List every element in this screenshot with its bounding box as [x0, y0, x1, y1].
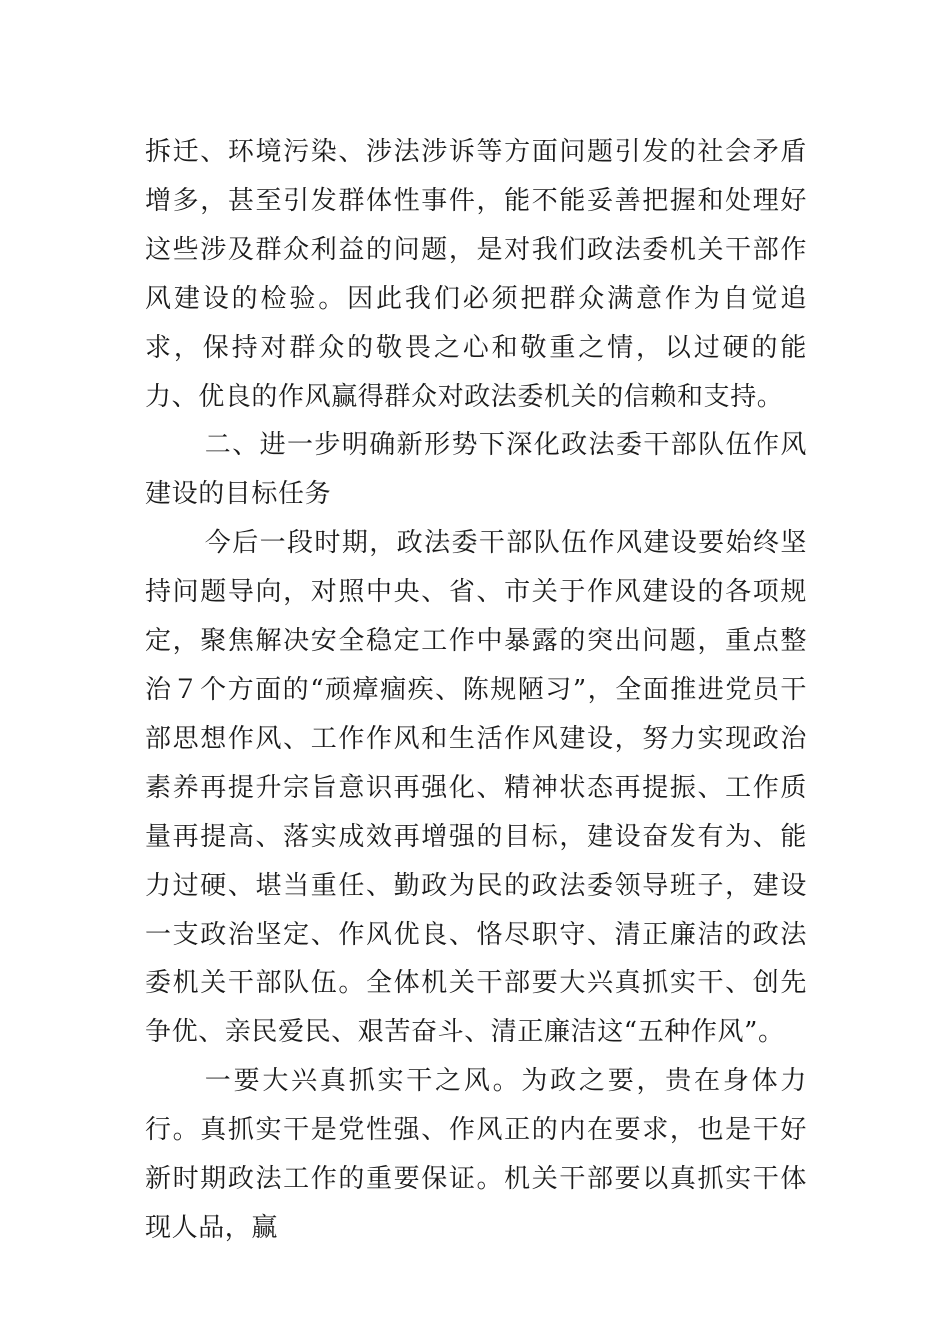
paragraph-continuation: 拆迁、环境污染、涉法涉诉等方面问题引发的社会矛盾增多，甚至引发群体性事件，能不能妥善把握和处理好这些涉及群众利益的问题，是对我们政法委机关干部作风建设的检验。因此我们必须把群众满意作为自觉追求，保持对群众的敬畏之心和敬重之情，以过硬的能力、优良的作风赢得群众对政法委机关的信赖和支持。: [145, 137, 807, 412]
paragraph-first-requirement: 一要大兴真抓实干之风。为政之要，贵在身体力行。真抓实干是党性强、作风正的内在要求，也是干好新时期政法工作的重要保证。机关干部要以真抓实干体现人品，赢: [145, 1066, 807, 1243]
paragraph-goals: 今后一段时期，政法委干部队伍作风建设要始终坚持问题导向，对照中央、省、市关于作风建设的各项规定，聚焦解决安全稳定工作中暴露的突出问题，重点整治７个方面的“顽瘴痼疾、陈规陋习”，全面推进党员干部思想作风、工作作风和生活作风建设，努力实现政治素养再提升宗旨意识再强化、精神状态再提振、工作质量再提高、落实成效再增强的目标，建设奋发有为、能力过硬、堪当重任、勤政为民的政法委领导班子，建设一支政治坚定、作风优良、恪尽职守、清正廉洁的政法委机关干部队伍。全体机关干部要大兴真抓实干、创先争优、亲民爱民、艰苦奋斗、清正廉洁这“五种作风”。: [145, 528, 807, 1048]
body-text: [145, 128, 807, 1253]
section-heading: 二、进一步明确新形势下深化政法委干部队伍作风建设的目标任务: [145, 430, 807, 510]
